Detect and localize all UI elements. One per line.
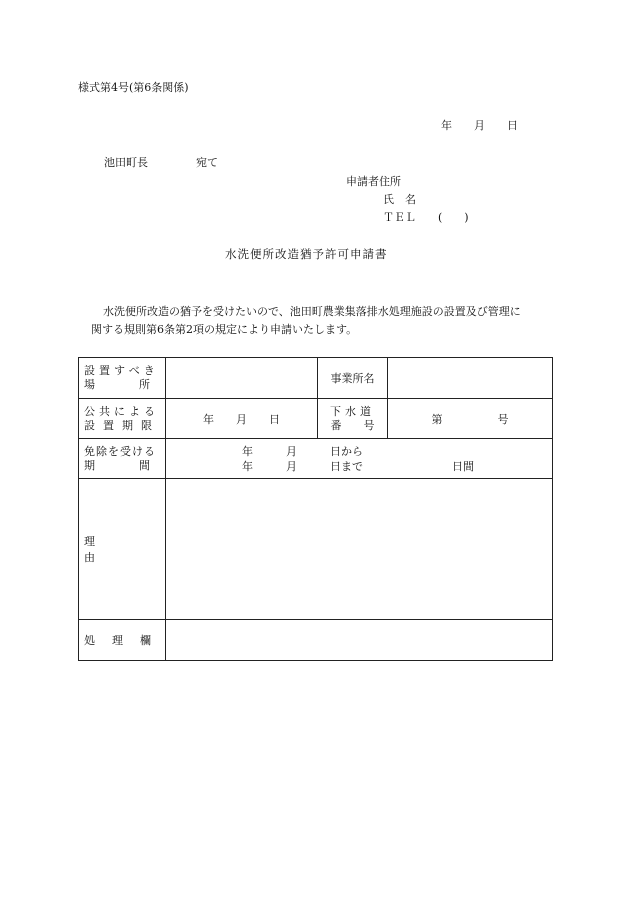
addressee-suffix: 宛て xyxy=(196,156,218,169)
row-reason xyxy=(79,479,553,620)
exemption-period-field[interactable] xyxy=(166,439,553,479)
location-field[interactable] xyxy=(166,358,318,399)
applicant-address-label: 申請者住所 xyxy=(346,175,401,188)
public-label-line2: 設置期限 xyxy=(84,418,160,432)
public-label-cell xyxy=(79,399,166,439)
body-text-line2: 関する規則第6条第2項の規定により申請いたします。 xyxy=(91,323,358,336)
form-title: 水洗便所改造猶予許可申請書 xyxy=(225,247,388,261)
reason-label: 理 由 xyxy=(79,479,166,620)
public-label-line1: 公共による xyxy=(84,404,159,418)
exemption-label-line2: 期 間 xyxy=(84,458,150,472)
office-name-label: 事業所名 xyxy=(318,358,388,399)
row-exemption xyxy=(79,439,553,479)
processing-label: 処 理 欄 xyxy=(79,620,166,661)
body-text-line1: 水洗便所改造の猶予を受けたいので、池田町農業集落排水処理施設の設置及び管理に xyxy=(103,305,521,318)
processing-field[interactable] xyxy=(166,620,553,661)
sewer-label-cell xyxy=(318,399,388,439)
period-days: 日間 xyxy=(452,460,474,473)
office-name-field[interactable] xyxy=(388,358,553,399)
submission-date: 年 月 日 xyxy=(441,119,518,132)
public-date-field[interactable]: 年 月 日 xyxy=(166,399,318,439)
row-location xyxy=(79,358,553,399)
applicant-name-label: 氏 名 xyxy=(383,193,416,206)
row-processing xyxy=(79,620,553,661)
location-label-line1: 設置すべき xyxy=(84,364,159,377)
sewer-label-line1: 下水道 xyxy=(330,404,375,418)
sewer-number-field[interactable]: 第 号 xyxy=(388,399,553,439)
location-label-cell xyxy=(79,358,166,399)
exemption-label-cell xyxy=(79,439,166,479)
period-from: 年 月 日から xyxy=(242,445,363,458)
sewer-label-line2: 番 号 xyxy=(330,418,375,432)
period-to: 年 月 日まで xyxy=(242,460,363,473)
form-number: 様式第4号(第6条関係) xyxy=(78,81,189,94)
applicant-tel-label: ＴＥＬ ( ) xyxy=(383,211,469,224)
location-label-line2: 場 所 xyxy=(84,378,150,391)
exemption-label-line1: 免除を受ける xyxy=(84,444,156,458)
application-table xyxy=(78,357,553,661)
row-public xyxy=(79,399,553,439)
addressee: 池田町長 xyxy=(104,156,148,169)
reason-field[interactable] xyxy=(166,479,553,620)
